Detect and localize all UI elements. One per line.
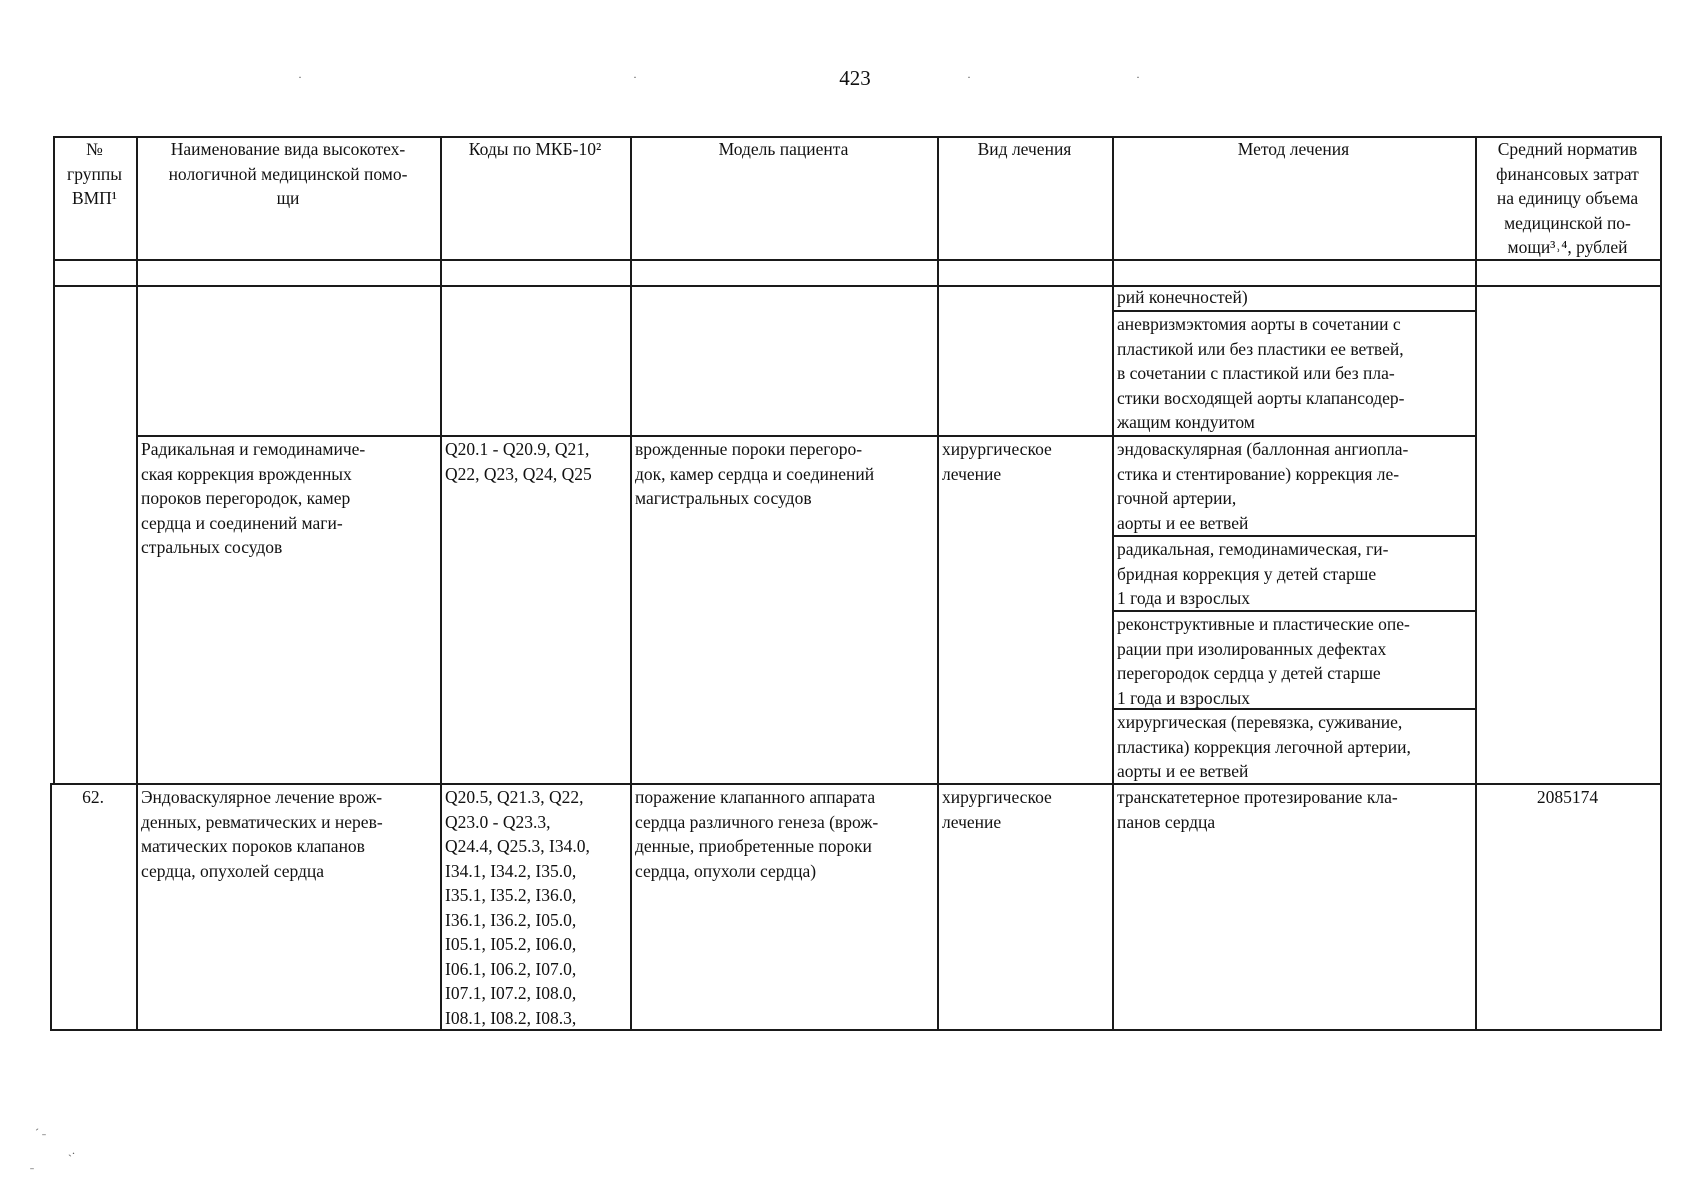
header-method: Метод лечения [1237,139,1350,159]
table-bottom-border [50,1029,1662,1031]
scan-speck: · [298,70,302,84]
method-cell: реконструктивные и пластические опе- рации при изолированных дефектах перегородок сердца у детей старше 1 года и взрослых [1117,614,1410,708]
scan-speck: · [633,70,637,84]
treatment-type-cell: хирургическое лечение [942,787,1052,832]
header-cost: Средний норматив финансовых затрат на единицу объема медицинской по- мощи³˒⁴, рублей [1496,139,1639,257]
vmp-name-cell: Эндоваскулярное лечение врож- денных, ревматических и нерев- матических пороков клапанов сердца, опухолей сердца [141,787,383,881]
cost-cell: 2085174 [1536,787,1599,807]
method-cell: радикальная, гемодинамическая, ги- бридная коррекция у детей старше 1 года и взрослых [1117,539,1389,608]
treatment-type-cell: хирургическое лечение [942,439,1052,484]
method-cell: эндоваскулярная (баллонная ангиопла- стика и стентирование) коррекция ле- гочной артерии, аорты и ее ветвей [1117,439,1409,533]
group-number-cell: 62. [82,787,104,807]
vmp-name-cell: Радикальная и гемодинамиче- ская коррекция врожденных пороков перегородок, камер сердца и соединений маги- стральных сосудов [141,439,366,557]
scan-speck: ˗ [30,1160,34,1174]
method-cell: хирургическая (перевязка, суживание, пластика) коррекция легочной артерии, аорты и ее ветвей [1117,712,1411,781]
header-treatment-type: Вид лечения [977,139,1072,159]
scan-speck: ˊ ˗ [35,1126,46,1140]
patient-model-cell: поражение клапанного аппарата сердца различного генеза (врож- денные, приобретенные пороки сердца, опухоли сердца) [635,787,879,881]
method-cell: транскатетерное протезирование кла- панов сердца [1117,787,1398,832]
scan-speck: · [1136,70,1140,84]
method-cell: аневризмэктомия аорты в сочетании с пластикой или без пластики ее ветвей, в сочетании с пластикой или без пла- стики восходящей аорты клапансодер- жащим кондуитом [1117,314,1405,432]
icd-codes-cell: Q20.5, Q21.3, Q22, Q23.0 - Q23.3, Q24.4, Q25.3, I34.0, I34.1, I34.2, I35.0, I35.1, I35.2, I36.0, I36.1, I36.2, I05.0, I05.1, I05.2, I06.0, I06.1, I06.2, I07.0, I07.1, I07.2, I08.0, I08.1, I08.2, I08.3, [445,787,590,1028]
icd-codes-cell: Q20.1 - Q20.9, Q21, Q22, Q23, Q24, Q25 [445,439,592,484]
header-name: Наименование вида высокотех- нологичной медицинской помо- щи [168,139,408,208]
page-number: 423 [839,66,871,90]
header-model: Модель пациента [718,139,849,159]
vmp-table [50,136,1662,1032]
scan-speck: ˎ. [68,1143,75,1157]
method-cell: рий конечностей) [1117,287,1248,307]
header-codes: Коды по МКБ-10² [468,139,602,159]
scan-speck: · [967,70,971,84]
table-right-border [1660,136,1662,1031]
header-group-no: № группы ВМП¹ [67,139,122,208]
patient-model-cell: врожденные пороки перегоро- док, камер сердца и соединений магистральных сосудов [635,439,875,508]
header-bottom-rule [53,259,1662,261]
